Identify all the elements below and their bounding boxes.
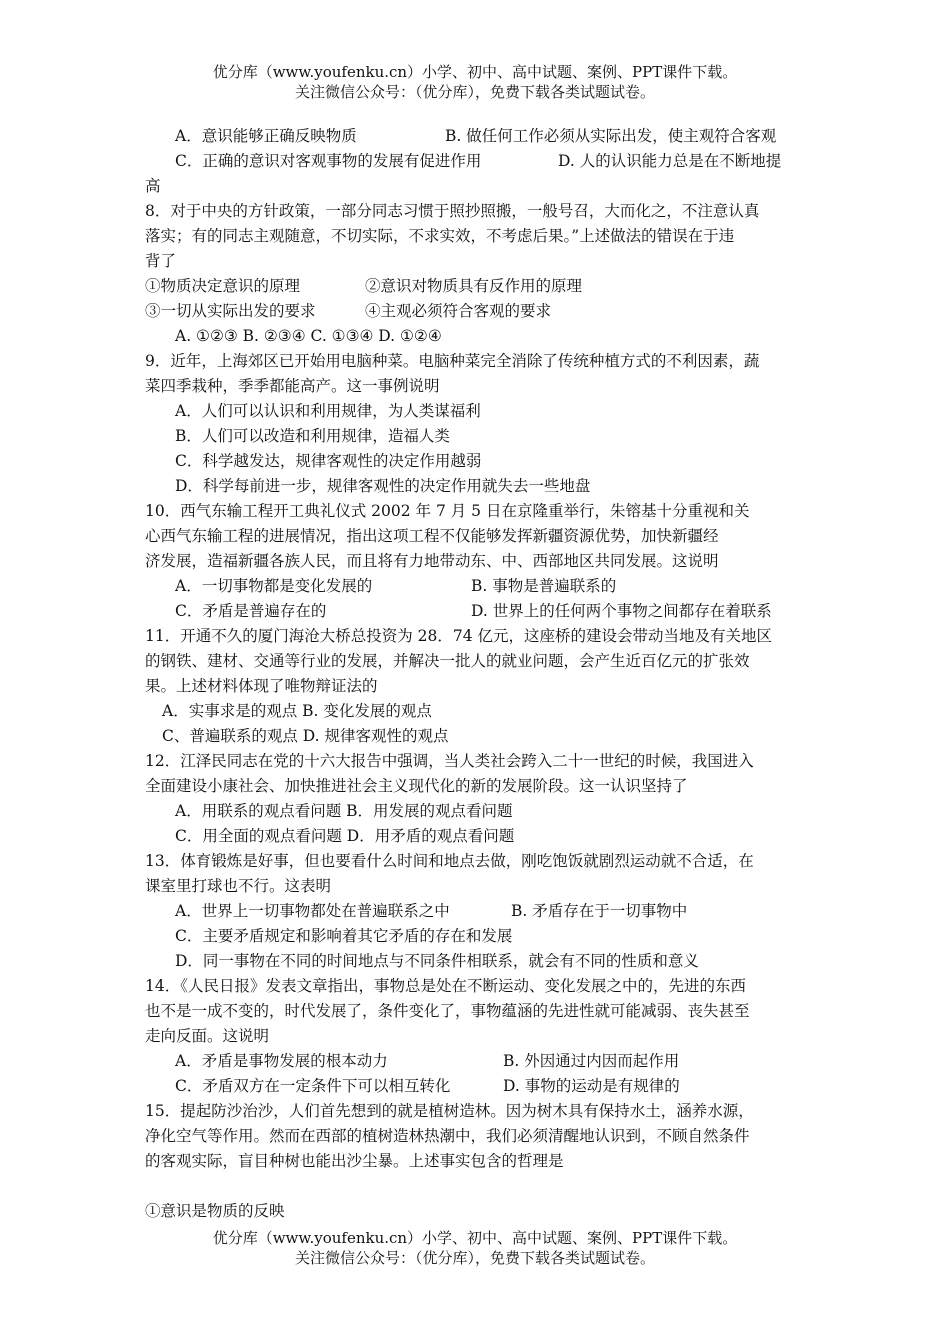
q13-option-b: B. 矛盾存在于一切事物中	[511, 902, 688, 920]
document-body	[145, 124, 810, 1224]
q14-stem-line3: 走向反面。这说明	[145, 1027, 270, 1045]
q13-options-row1	[145, 899, 810, 924]
q12-stem-line2: 全面建设小康社会、加快推进社会主义现代化的新的发展阶段。这一认识坚持了	[145, 777, 688, 795]
q7-option-c: C．正确的意识对客观事物的发展有促进作用	[175, 152, 482, 170]
q14-stem-line1: 14．《人民日报》发表文章指出，事物总是处在不断运动、变化发展之中的，先进的东西	[145, 977, 746, 995]
q7-options-row1	[145, 124, 810, 149]
q11-options-ab: A．实事求是的观点 B. 变化发展的观点	[162, 702, 432, 720]
blank-line	[145, 1174, 810, 1199]
q14-options-row2	[145, 1074, 810, 1099]
header-line-1: 优分库（www.youfenku.cn）小学、初中、高中试题、案例、PPT课件下载。	[212, 63, 738, 81]
q13-option-d: D．同一事物在不同的时间地点与不同条件相联系，就会有不同的性质和意义	[175, 952, 699, 970]
q10-stem-line1: 10．西气东输工程开工典礼仪式 2002 年 7 月 5 日在京隆重举行，朱镕基十分重视和关	[145, 502, 750, 520]
q8-stem-line2: 落实；有的同志主观随意，不切实际，不求实效，不考虑后果。”上述做法的错误在于违	[145, 227, 735, 245]
q8-items-row1	[145, 274, 810, 299]
q13-stem-line1: 13．体育锻炼是好事，但也要看什么时间和地点去做，刚吃饱饭就剧烈运动就不合适，在	[145, 852, 754, 870]
q11-options-cd: C、普遍联系的观点 D. 规律客观性的观点	[162, 727, 449, 745]
q7-option-a: A．意识能够正确反映物质	[175, 127, 357, 145]
q9-option-d: D．科学每前进一步，规律客观性的决定作用就失去一些地盘	[175, 477, 591, 495]
q10-stem-line3: 济发展，造福新疆各族人民，而且将有力地带动东、中、西部地区共同发展。这说明	[145, 552, 719, 570]
q8-item-3: ③一切从实际出发的要求	[145, 302, 316, 320]
q12-options-cd: C．用全面的观点看问题 D．用矛盾的观点看问题	[175, 827, 515, 845]
q13-option-c: C．主要矛盾规定和影响着其它矛盾的存在和发展	[175, 927, 513, 945]
q14-options-row1	[145, 1049, 810, 1074]
q8-item-4: ④主观必须符合客观的要求	[365, 302, 552, 320]
q10-option-a: A．一切事物都是变化发展的	[175, 577, 373, 595]
q10-options-row2	[145, 599, 810, 624]
q15-stem-line3: 的客观实际，盲目种树也能出沙尘暴。上述事实包含的哲理是	[145, 1152, 564, 1170]
q11-stem-line1: 11．开通不久的厦门海沧大桥总投资为 28．74 亿元，这座桥的建设会带动当地及有关地区	[145, 627, 773, 645]
q10-option-c: C．矛盾是普遍存在的	[175, 602, 327, 620]
q7-option-b: B. 做任何工作必须从实际出发，使主观符合客观	[445, 127, 777, 145]
q12-options-ab: A．用联系的观点看问题 B．用发展的观点看问题	[175, 802, 513, 820]
footer-line-2: 关注微信公众号：（优分库），免费下载各类试题试卷。	[294, 1249, 655, 1267]
page-footer	[0, 1228, 950, 1268]
page-header	[0, 62, 950, 102]
q9-option-a: A．人们可以认识和利用规律，为人类谋福利	[175, 402, 481, 420]
q10-option-b: B. 事物是普遍联系的	[471, 577, 617, 595]
q8-options: A. ①②③ B. ②③④ C. ①③④ D. ①②④	[175, 327, 442, 345]
q7-option-d-cont: 高	[145, 177, 161, 195]
q9-option-b: B．人们可以改造和利用规律，造福人类	[175, 427, 450, 445]
q9-option-c: C．科学越发达，规律客观性的决定作用越弱	[175, 452, 482, 470]
q15-stem-line2: 净化空气等作用。然而在西部的植树造林热潮中，我们必须清醒地认识到，不顾自然条件	[145, 1127, 750, 1145]
q14-option-c: C．矛盾双方在一定条件下可以相互转化	[175, 1077, 451, 1095]
q10-options-row1	[145, 574, 810, 599]
q8-stem-line1: 8．对于中央的方针政策，一部分同志习惯于照抄照搬，一般号召，大而化之，不注意认真	[145, 202, 760, 220]
q11-stem-line3: 果。上述材料体现了唯物辩证法的	[145, 677, 378, 695]
q14-stem-line2: 也不是一成不变的，时代发展了，条件变化了，事物蕴涵的先进性就可能减弱、丧失甚至	[145, 1002, 750, 1020]
q14-option-d: D. 事物的运动是有规律的	[503, 1077, 680, 1095]
q7-option-d: D. 人的认识能力总是在不断地提	[558, 152, 782, 170]
q14-option-a: A．矛盾是事物发展的根本动力	[175, 1052, 388, 1070]
q8-item-1: ①物质决定意识的原理	[145, 277, 301, 295]
q14-option-b: B. 外因通过内因而起作用	[503, 1052, 680, 1070]
q12-stem-line1: 12．江泽民同志在党的十六大报告中强调，当人类社会跨入二十一世纪的时候，我国进入	[145, 752, 754, 770]
q13-stem-line2: 课室里打球也不行。这表明	[145, 877, 332, 895]
q10-stem-line2: 心西气东输工程的进展情况，指出这项工程不仅能够发挥新疆资源优势，加快新疆经	[145, 527, 719, 545]
header-line-2: 关注微信公众号：（优分库），免费下载各类试题试卷。	[294, 83, 655, 101]
footer-line-1: 优分库（www.youfenku.cn）小学、初中、高中试题、案例、PPT课件下载。	[212, 1229, 738, 1247]
q9-stem-line2: 菜四季栽种，季季都能高产。这一事例说明	[145, 377, 440, 395]
q7-options-row2	[145, 149, 810, 174]
q13-option-a: A．世界上一切事物都处在普遍联系之中	[175, 902, 450, 920]
q8-items-row2	[145, 299, 810, 324]
q10-option-d: D. 世界上的任何两个事物之间都存在着联系	[471, 602, 772, 620]
q8-item-2: ②意识对物质具有反作用的原理	[365, 277, 583, 295]
q8-stem-line3: 背了	[145, 252, 177, 270]
q15-item-1: ①意识是物质的反映	[145, 1202, 285, 1220]
q9-stem-line1: 9．近年，上海郊区已开始用电脑种菜。电脑种菜完全消除了传统种植方式的不利因素，蔬	[145, 352, 760, 370]
q11-stem-line2: 的钢铁、建材、交通等行业的发展，并解决一批人的就业问题，会产生近百亿元的扩张效	[145, 652, 750, 670]
q15-stem-line1: 15．提起防沙治沙，人们首先想到的就是植树造林。因为树木具有保持水土，涵养水源，	[145, 1102, 754, 1120]
